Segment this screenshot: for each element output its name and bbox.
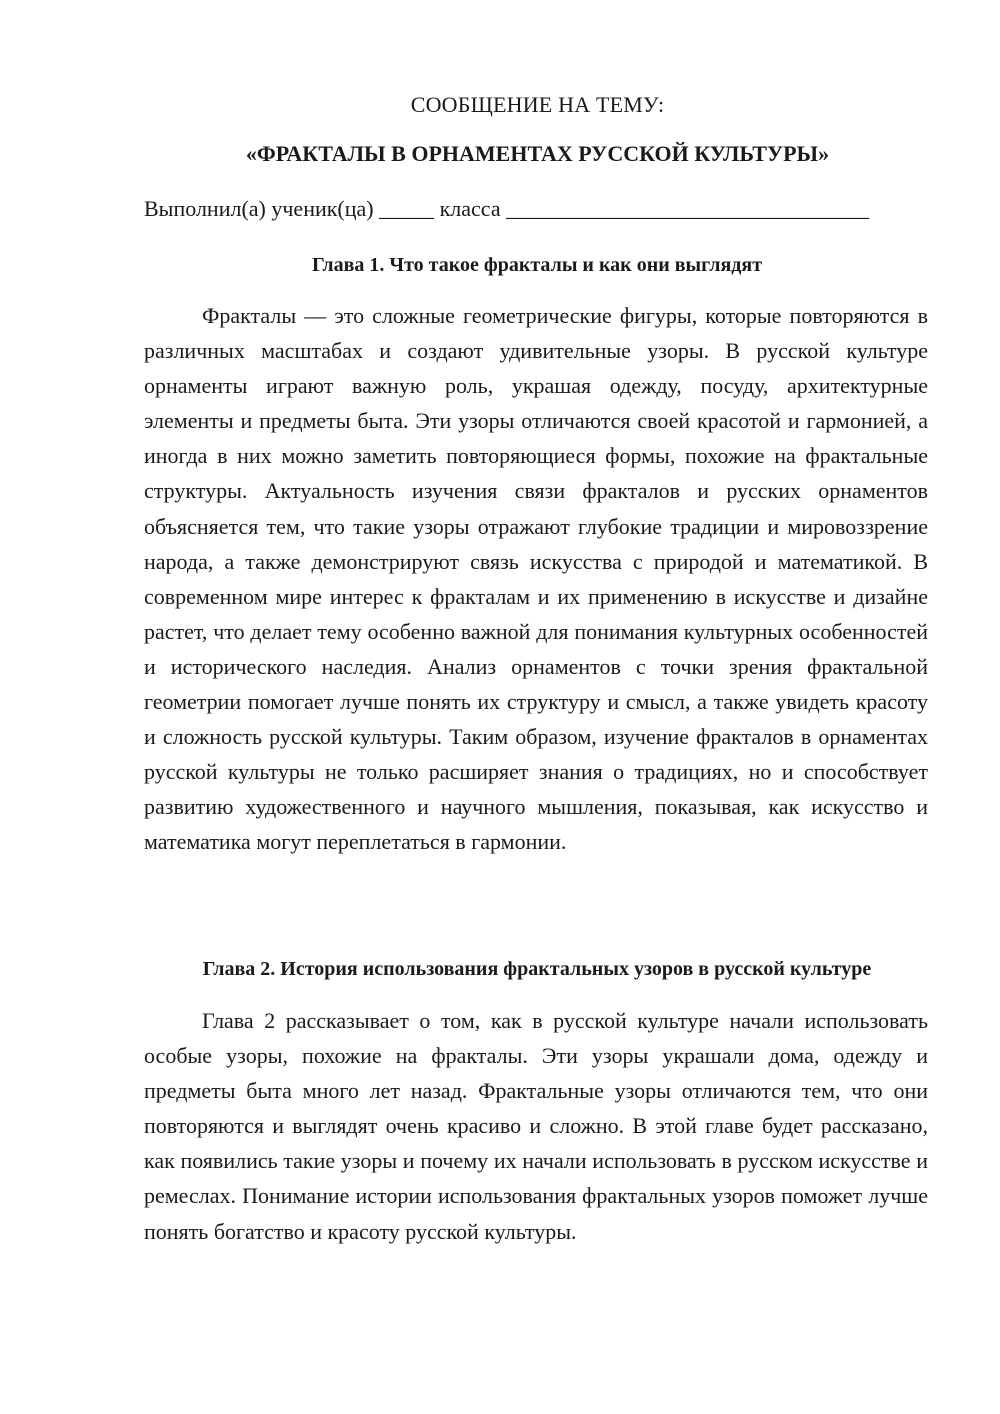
document-label: СООБЩЕНИЕ НА ТЕМУ: — [410, 92, 665, 117]
author-line: Выполнил(а) ученик(ца) _____ класса _________________________________ — [144, 196, 870, 221]
document-title: «ФРАКТАЛЫ В ОРНАМЕНТАХ РУССКОЙ КУЛЬТУРЫ» — [245, 141, 830, 166]
chapter-1-paragraph: Фракталы — это сложные геометрические фигуры, которые повторяются в различных масштабах и создают удивительные узоры. В русской культуре орнаменты играют важную роль, украшая одежду, посуду, архитектурные элементы и предметы быта. Эти узоры отличаются своей красотой и гармонией, а иногда в них можно заметить повторяющиеся формы, похожие на фрактальные структуры. Актуальность изучения связи фракталов и русских орнаментов объясняется тем, что такие узоры отражают глубокие традиции и мировоззрение народа, а также демонстрируют связь искусства с природой и математикой. В современном мире интерес к фракталам и их применению в искусстве и дизайне растет, что делает тему особенно важной для понимания культурных особенностей и исторического наследия. Анализ орнаментов с точки зрения фрактальной геометрии помогает лучше понять их структуру и смысл, а также увидеть красоту и сложность русской культуры. Таким образом, изучение фракталов в орнаментах русской культуры не только расширяет знания о традициях, но и способствует развитию художественного и научного мышления, показывая, как искусство и математика могут переплетаться в гармонии. — [144, 303, 928, 855]
chapter-2-heading: Глава 2. История использования фрактальных узоров в русской культуре — [202, 958, 872, 980]
chapter-1-heading: Глава 1. Что такое фракталы и как они выглядят — [311, 254, 763, 276]
chapter-2-paragraph: Глава 2 рассказывает о том, как в русской культуре начали использовать особые узоры, похожие на фракталы. Эти узоры украшали дома, одежду и предметы быта много лет назад. Фрактальные узоры отличаются тем, что они повторяются и выглядят очень красиво и сложно. В этой главе будет рассказано, как появились такие узоры и почему их начали использовать в русском искусстве и ремеслах. Понимание истории использования фрактальных узоров поможет лучше понять богатство и красоту русской культуры. — [144, 1008, 928, 1244]
